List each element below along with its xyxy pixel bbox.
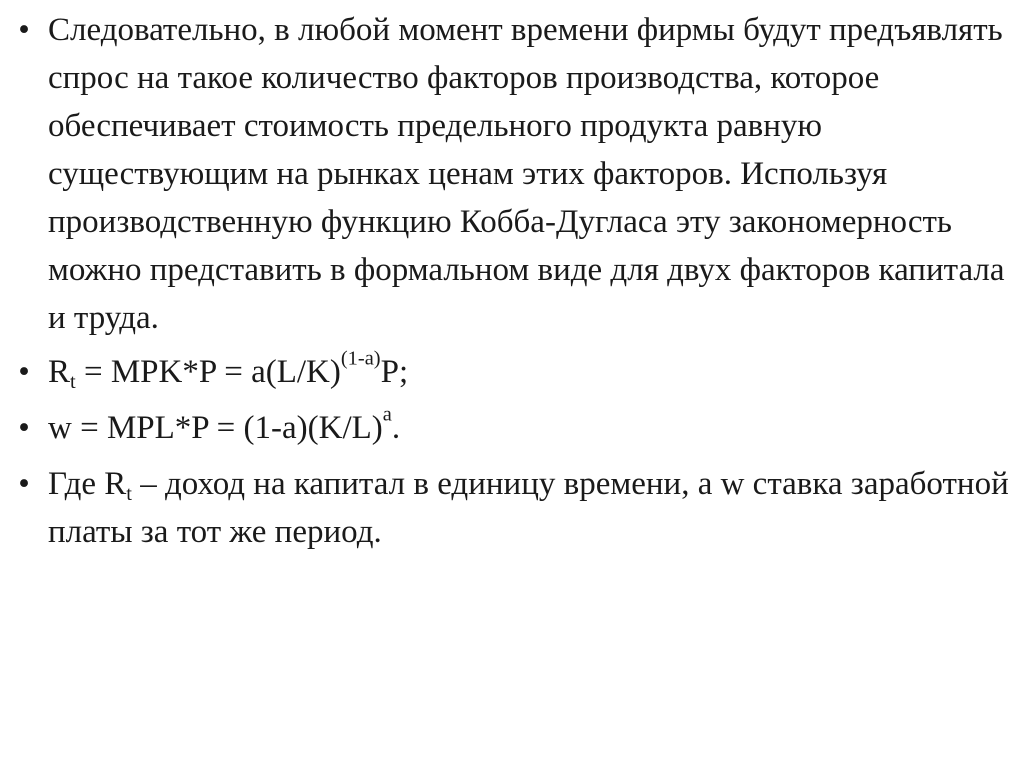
formula-r-exponent: (1-a) <box>340 347 381 370</box>
formula-w-tail: . <box>391 410 401 446</box>
bullet-icon: • <box>18 354 30 390</box>
where-subscript: t <box>126 483 132 506</box>
bullet-where-definition <box>14 460 1014 556</box>
bullet-icon: • <box>18 12 30 48</box>
bullet-formula-w <box>14 404 1014 452</box>
where-prefix: Где R <box>48 466 127 502</box>
bullet-list <box>14 6 1014 562</box>
formula-w-exponent: a <box>382 403 392 426</box>
bullet-icon: • <box>18 410 30 446</box>
formula-r-subscript: t <box>70 371 76 394</box>
where-rest: – доход на капитал в единицу времени, а w ставка заработной платы за тот же период. <box>48 466 1009 550</box>
formula-r-base: R <box>48 354 71 390</box>
formula-w-main: w = MPL*P = (1-a)(K/L) <box>48 410 383 446</box>
bullet-formula-r <box>14 348 1014 396</box>
formula-r-tail: P; <box>380 354 409 390</box>
bullet-icon: • <box>18 466 30 502</box>
bullet-paragraph-intro <box>14 6 1014 342</box>
formula-r-middle: = MPK*P = a(L/K) <box>75 354 341 390</box>
intro-text: Следовательно, в любой момент времени фирмы будут предъявлять спрос на такое количество факторов производства, которое обеспечивает стоимость предельного продукта равную существующим на рынках ценам этих факторов. Используя производственную функцию Кобба-Дугласа эту закономерность можно представить в формальном виде для двух факторов капитала и труда. <box>48 12 1005 336</box>
